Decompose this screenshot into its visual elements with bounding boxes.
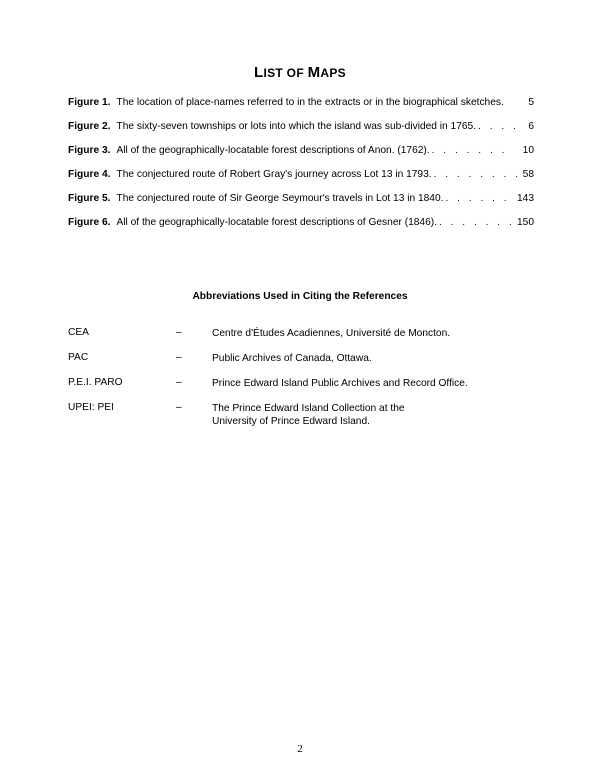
abbreviation-description — [212, 402, 405, 428]
figure-entry-1 — [68, 97, 534, 121]
abbreviations-list — [68, 327, 538, 438]
figure-entry-2 — [68, 121, 534, 145]
figure-label: Figure 1. — [68, 97, 111, 108]
figure-caption: The conjectured route of Robert Gray's journey across Lot 13 in 1793. — [116, 169, 432, 180]
figure-entry-3 — [68, 145, 534, 169]
page-title — [0, 64, 600, 81]
figure-entry-6 — [68, 217, 534, 241]
description-line: Public Archives of Canada, Ottawa. — [212, 353, 372, 364]
abbreviation-code: PAC — [68, 352, 89, 363]
abbreviation-description — [212, 377, 468, 390]
figure-caption: The conjectured route of Sir George Seymour's travels in Lot 13 in 1840. — [116, 193, 444, 204]
description-line: Prince Edward Island Public Archives and Record Office. — [212, 378, 468, 389]
dot-leader: . . . . — [478, 121, 519, 132]
figure-caption: All of the geographically-locatable forest descriptions of Anon. (1762). — [116, 145, 430, 156]
figure-page-number: 5 — [528, 97, 534, 108]
dot-leader: . . . . . . — [445, 193, 510, 204]
abbreviation-dash: – — [176, 327, 182, 338]
figure-label: Figure 5. — [68, 193, 111, 204]
description-line: The Prince Edward Island Collection at the — [212, 403, 405, 414]
figure-list — [68, 97, 534, 241]
abbreviation-dash: – — [176, 377, 182, 388]
page-number: 2 — [297, 743, 303, 755]
figure-page-number: 10 — [522, 145, 534, 156]
abbreviation-description — [212, 352, 372, 365]
title-initial-m: M — [307, 64, 321, 81]
description-line: Centre d'Études Acadiennes, Université de Moncton. — [212, 328, 451, 339]
abbreviation-code: P.E.I. PARO — [68, 377, 123, 388]
abbreviation-entry-upei-pei — [68, 402, 538, 438]
abbreviation-description — [212, 327, 450, 340]
figure-page-number: 150 — [517, 217, 534, 228]
figure-entry-4 — [68, 169, 534, 193]
dot-leader: . . . . . . . — [438, 217, 515, 228]
description-line: University of Prince Edward Island. — [212, 416, 370, 427]
figure-page-number: 58 — [522, 169, 534, 180]
abbreviation-entry-pei-paro — [68, 377, 538, 402]
abbreviation-code: CEA — [68, 327, 89, 338]
figure-caption: The sixty-seven townships or lots into which the island was sub-divided in 1765. — [116, 121, 477, 132]
figure-entry-5 — [68, 193, 534, 217]
figure-label: Figure 3. — [68, 145, 111, 156]
title-rest-aps: APS — [320, 66, 346, 80]
title-rest-ist-of: IST OF — [263, 66, 308, 80]
figure-caption: All of the geographically-locatable forest descriptions of Gesner (1846). — [116, 217, 437, 228]
abbreviation-dash: – — [176, 402, 182, 413]
figure-page-number: 143 — [517, 193, 534, 204]
title-initial-l: L — [254, 64, 264, 81]
abbreviation-dash: – — [176, 352, 182, 363]
abbreviation-entry-pac — [68, 352, 538, 377]
abbreviations-heading: Abbreviations Used in Citing the References — [192, 291, 408, 302]
figure-label: Figure 2. — [68, 121, 111, 132]
dot-leader: . . . . . . . . — [433, 169, 522, 180]
figure-label: Figure 4. — [68, 169, 111, 180]
figure-caption: The location of place-names referred to in the extracts or in the biographical sketches. — [116, 97, 504, 108]
figure-label: Figure 6. — [68, 217, 111, 228]
figure-page-number: 6 — [528, 121, 534, 132]
abbreviation-entry-cea — [68, 327, 538, 352]
dot-leader: . . . . . . . — [431, 145, 508, 156]
abbreviation-code: UPEI: PEI — [68, 402, 114, 413]
